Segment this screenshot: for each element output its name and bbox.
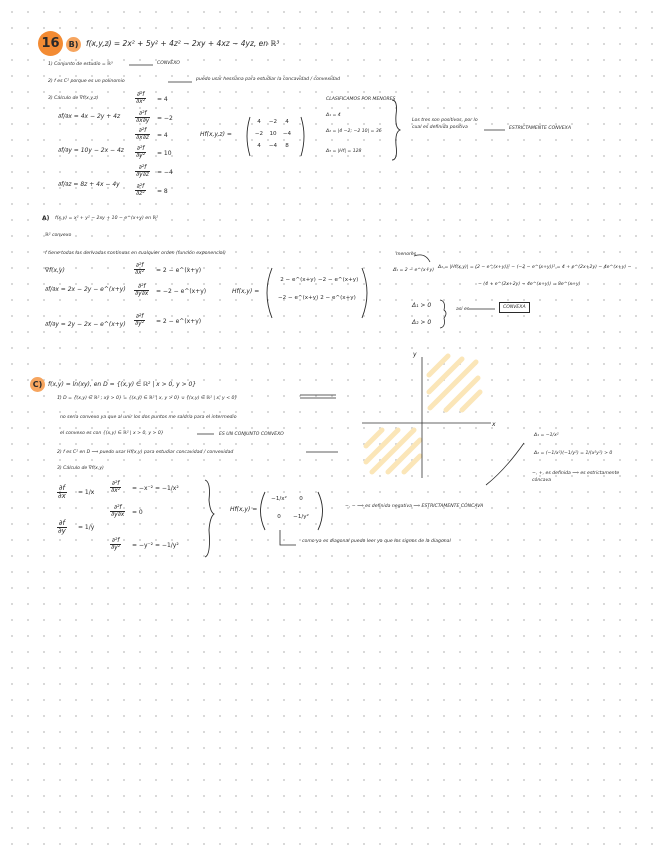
b-minor-3: Δ₃ = |Hf| = 128 bbox=[326, 149, 362, 154]
a-domain: ℝ² convexo bbox=[45, 233, 72, 238]
b-second-value: = 8 bbox=[157, 188, 168, 195]
a-grad-y: ∂f/∂y = 2y − 2x − e^(x+y) bbox=[45, 321, 126, 328]
matrix-cell: −2 bbox=[268, 119, 278, 125]
matrix-cell: 10 bbox=[269, 131, 277, 137]
matrix-cell: −2 bbox=[254, 131, 264, 137]
matrix-row bbox=[252, 131, 294, 137]
brace bbox=[392, 100, 400, 160]
matrix-cell: 4 bbox=[257, 119, 261, 125]
b-hessian-label: Hf(x,y,z) = bbox=[200, 131, 232, 138]
b-grad-z: ∂f/∂z = 8z + 4x − 4y bbox=[58, 181, 120, 188]
b-minor-1: Δ₁ = 4 bbox=[326, 113, 341, 118]
c-step1b-result: ES UN CONJUNTO CONVEXO bbox=[219, 432, 284, 437]
c-hessian-label: Hf(x,y) = bbox=[230, 506, 258, 513]
c-axis-x-label: x bbox=[492, 421, 496, 428]
b-second-value: = 4 bbox=[157, 132, 168, 139]
b-second-derivative: $\frac{\text{∂²f}}{\partial x\partial z}$ bbox=[136, 127, 149, 142]
c-step1: 1) D = {(x,y) ∈ ℝ² ; xy > 0} = {(x,y) ∈ ℝ² | x, y > 0} ∪ {(x,y) ∈ ℝ² | x, y < 0} bbox=[57, 396, 238, 401]
matrix-cell: 4 bbox=[257, 143, 261, 149]
matrix-cell: 2 − e^(x+y) bbox=[280, 277, 316, 283]
a-grad-x: ∂f/∂x = 2x − 2y − e^(x+y) bbox=[45, 286, 126, 293]
c-second-value: = −x⁻² = −1/x² bbox=[132, 485, 179, 492]
a-cond-1: Δ₁ > 0 bbox=[412, 302, 432, 309]
c-second-value: = −y⁻² = −1/y² bbox=[132, 542, 179, 549]
b-minor-2: Δ₂ = |4 −2; −2 10| = 36 bbox=[326, 129, 382, 134]
matrix-cell: 2 − e^(x+y) bbox=[320, 295, 356, 301]
b-step2-result: puedo usar hessiana para estudiar la concavidad / convexidad bbox=[196, 77, 340, 82]
b-hessian-matrix bbox=[252, 119, 294, 155]
bracket bbox=[247, 117, 250, 156]
b-second-derivative: $\frac{\text{∂²f}}{\partial x\partial y}$ bbox=[136, 110, 150, 125]
a-function: f(x,y) = x² + y² − 2xy + 10 − e^(x+y) en ℝ² bbox=[55, 216, 158, 221]
matrix-row bbox=[252, 143, 294, 149]
c-grad-derivative: $\frac{\partial f}{\partial x}$ bbox=[58, 484, 66, 501]
b-classify-title: CLASIFICAMOS POR MENORES bbox=[326, 97, 396, 102]
a-second-derivative: $\frac{\text{∂²f}}{\partial y\partial x}$ bbox=[135, 283, 149, 298]
a-delta1: Δ₁ = 2 − e^(x+y) bbox=[393, 268, 434, 273]
c-step1b: el convexo es con {(x,y) ∈ ℝ² | x > 0, y > 0} bbox=[60, 431, 164, 436]
a-result: CONVEXA bbox=[499, 302, 530, 313]
a-second-value: = 2 − e^(x+y) bbox=[156, 267, 202, 274]
b-second-derivative: $\frac{\text{∂²f}}{\text{∂y²}}$ bbox=[136, 145, 146, 160]
connector bbox=[280, 530, 296, 545]
a-delta2: Δ₂ = |Hf(x,y)| = (2 − e^(x+y))² − (−2 − e^(x+y))² = 4 + e^(2x+2y) − 4e^(x+y) − bbox=[438, 265, 632, 270]
exercise-number-badge: 16 bbox=[38, 31, 63, 56]
matrix-cell: 0 bbox=[277, 514, 281, 520]
b-result: ESTRICTAMENTE CONVEXA bbox=[509, 126, 571, 131]
matrix-cell: 0 bbox=[299, 496, 303, 502]
a-delta2-cont: − (4 + e^(2x+2y) − 4e^(x+y)) = 8e^(x+y) bbox=[478, 282, 581, 287]
c-second-value: = 0 bbox=[132, 509, 143, 516]
matrix-cell: −2 − e^(x+y) bbox=[318, 277, 359, 283]
b-grad-y: ∂f/∂y = 10y − 2x − 4z bbox=[58, 147, 124, 154]
b-second-derivative: $\frac{\text{∂²f}}{\partial y\partial z}$ bbox=[136, 164, 149, 179]
brace bbox=[440, 300, 446, 328]
b-second-value: = −4 bbox=[157, 169, 173, 176]
bracket bbox=[318, 492, 323, 530]
matrix-row bbox=[278, 295, 358, 301]
a-cond-2: Δ₂ > 0 bbox=[412, 319, 432, 326]
arrow bbox=[486, 443, 524, 485]
c-grad-value: = 1/y bbox=[78, 524, 95, 531]
b-step3: 3) Cálculo de ∇f(x,y,z) bbox=[48, 96, 99, 101]
c-step1-note: no sería convexo ya que al unir los dos puntos me saldría para el intermedio bbox=[60, 415, 237, 420]
a-second-derivative: $\frac{\text{∂²f}}{\text{∂x²}}$ bbox=[135, 262, 145, 277]
matrix-row bbox=[278, 277, 358, 283]
a-grad-label: ∇f(x,y) bbox=[45, 267, 65, 274]
matrix-cell: −2 − e^(x+y) bbox=[278, 295, 319, 301]
c-step3: 3) Cálculo de ∇f(x,y) bbox=[57, 466, 104, 471]
c-second-derivative: $\frac{\text{∂²f}}{\text{∂y²}}$ bbox=[111, 537, 121, 552]
a-hessian-matrix bbox=[278, 277, 358, 307]
bracket bbox=[301, 117, 304, 156]
b-second-derivative: $\frac{\text{∂²f}}{\text{∂z²}}$ bbox=[136, 183, 145, 198]
c-signs: −, − ⟹ es definida negativa ⟹ ESTRICTAMENTE CÓNCAVA bbox=[345, 504, 484, 509]
b-second-value: = 10 bbox=[157, 150, 172, 157]
bracket bbox=[362, 268, 367, 318]
a-second-derivative: $\frac{\text{∂²f}}{\text{∂y²}}$ bbox=[135, 313, 145, 328]
a-hessian-label: Hf(x,y) = bbox=[232, 288, 260, 295]
brace bbox=[205, 480, 214, 557]
a-second-value: = −2 − e^(x+y) bbox=[156, 288, 207, 295]
c-function: f(x,y) = ln(xy), en D = {(x,y) ∈ ℝ² | x > 0, y > 0} bbox=[48, 381, 197, 388]
c-axis-y-label: y bbox=[413, 351, 417, 358]
a-cond-text: así es bbox=[456, 307, 470, 312]
b-step1: 1) Conjunto de estudio = ℝ³ bbox=[48, 62, 113, 67]
b-step2: 2) f es C² porque es un polinomio bbox=[48, 79, 125, 84]
c-grad-value: = 1/x bbox=[78, 489, 95, 496]
c-side-d1: Δ₁ = −1/x² bbox=[534, 433, 559, 438]
part-c-badge: C) bbox=[30, 377, 45, 392]
matrix-cell: −1/x² bbox=[271, 496, 287, 502]
matrix-row bbox=[252, 119, 294, 125]
a-second-value: = 2 − e^(x+y) bbox=[156, 318, 202, 325]
header-function: f(x,y,z) = 2x² + 5y² + 4z² − 2xy + 4xz − 4yz, en ℝ³ bbox=[86, 39, 280, 48]
c-side-d2: Δ₂ = (−1/x²)(−1/y²) = 1/(x²y²) > 0 bbox=[534, 451, 613, 456]
b-grad-x: ∂f/∂x = 4x − 2y + 4z bbox=[58, 113, 121, 120]
bracket bbox=[261, 492, 266, 530]
b-conclusion: Los tres son positivos, por lo cual es definida positiva bbox=[412, 118, 478, 131]
c-grad-derivative: $\frac{\partial f}{\partial y}$ bbox=[58, 519, 66, 536]
c-step2: 2) f es C² en D ⟹ puedo usar Hf(x,y) para estudiar concavidad / convexidad bbox=[57, 450, 234, 455]
matrix-cell: −4 bbox=[268, 143, 278, 149]
c-second-derivative: $\frac{\text{∂²f}}{\partial y\partial x}$ bbox=[111, 504, 125, 519]
a-note: f tiene todas las derivadas continuas en cualquier orden (función exponencial) bbox=[45, 251, 226, 256]
matrix-cell: 8 bbox=[285, 143, 289, 149]
b-second-value: = 4 bbox=[157, 96, 168, 103]
matrix-row bbox=[268, 496, 312, 502]
a-menores-label: menores bbox=[396, 252, 417, 257]
b-second-value: = −2 bbox=[157, 115, 173, 122]
c-side-note: −, +, es definida ⟹ es estrictamente cóncava bbox=[532, 471, 620, 483]
b-step1-result: CONVEXO bbox=[157, 61, 180, 66]
matrix-cell: −1/y² bbox=[293, 514, 309, 520]
c-second-derivative: $\frac{\text{∂²f}}{\text{∂x²}}$ bbox=[111, 480, 121, 495]
c-hessian-matrix bbox=[268, 496, 312, 526]
c-diag-note: como ya es diagonal puedo leer ya que los signos de la diagonal bbox=[302, 539, 451, 544]
quadrant-hatching bbox=[366, 356, 480, 472]
matrix-cell: −4 bbox=[282, 131, 292, 137]
matrix-cell: 4 bbox=[285, 119, 289, 125]
matrix-row bbox=[268, 514, 312, 520]
part-b-badge: B) bbox=[66, 37, 81, 52]
arrow bbox=[414, 255, 430, 262]
b-second-derivative: $\frac{\text{∂²f}}{\text{∂x²}}$ bbox=[136, 91, 146, 106]
part-a-label: A) bbox=[42, 215, 50, 222]
bracket bbox=[267, 268, 272, 318]
